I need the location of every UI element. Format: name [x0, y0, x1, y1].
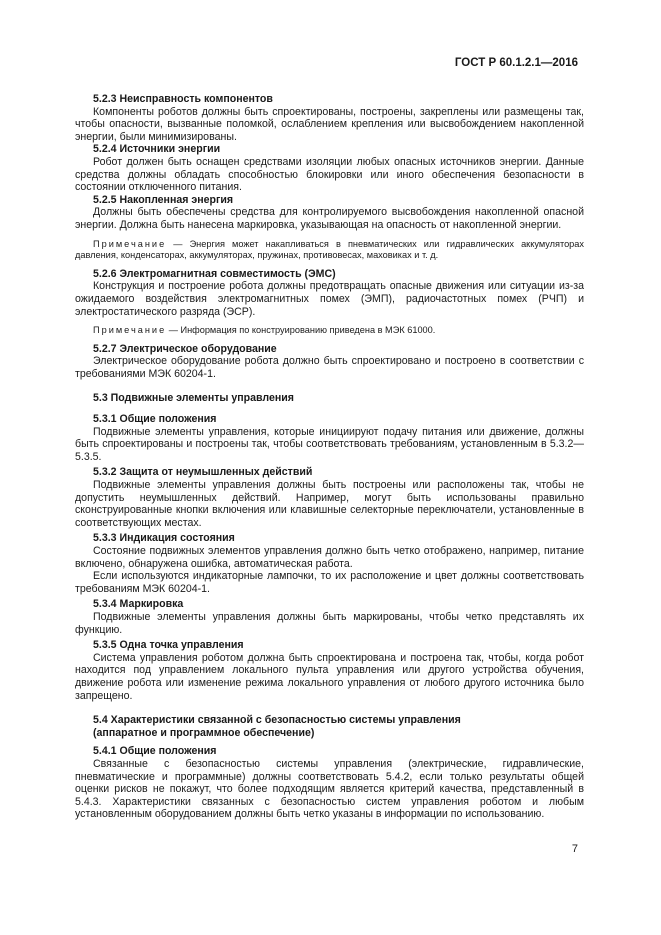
note-label: Примечание	[93, 238, 167, 249]
page-number: 7	[571, 843, 578, 855]
section-5-3-1-text: Подвижные элементы управления, которые инициируют подачу питания или движение, должны быть спроектированы и построены так, чтобы соответствовать требованиям, установленным в 5.3.2—5.3.5.	[75, 425, 584, 463]
note-text: — Информация по конструированию приведена в МЭК 61000.	[166, 325, 436, 336]
section-5-2-4-text: Робот должен быть оснащен средствами изоляции любых опасных источников энергии. Данные средства должны обладать способностью блокировки или иного обеспечения безопасности в состоянии отключенного питания.	[75, 155, 584, 194]
section-5-3-1-title: 5.3.1 Общие положения	[93, 413, 217, 426]
section-5-3-title: 5.3 Подвижные элементы управления	[93, 392, 294, 405]
section-5-3-4-text: Подвижные элементы управления должны быть маркированы, чтобы четко представлять их функцию.	[75, 610, 584, 636]
document-id: ГОСТ Р 60.1.2.1—2016	[454, 57, 578, 69]
section-5-4-title	[75, 714, 584, 739]
note-text: — Энергия может накапливаться в пневматических или гидравлических аккумуляторах давления, конденсаторах, аккумуляторах, пружинах, противовесах, маховиках и т. д.	[75, 238, 584, 261]
section-5-3-4-title: 5.3.4 Маркировка	[93, 598, 184, 611]
section-5-3-2-text: Подвижные элементы управления должны быть построены или расположены так, чтобы не допустить неумышленных действий. Например, могут быть использованы правильно сконструированные кнопки включения или клавишные селекторные переключатели, установленные в соответствующих местах.	[75, 479, 584, 529]
section-5-2-6-note	[75, 325, 584, 337]
section-5-2-7-text: Электрическое оборудование робота должно быть спроектировано и построено в соответствии с требованиями МЭК 60204-1.	[75, 355, 584, 380]
section-5-4-1-text: Связанные с безопасностью системы управления (электрические, гидравлические, пневматические и программные) должны соответствовать 5.4.2, если только результаты общей оценки рисков не покажут, что более подходящим является критерий качества, представленный в 5.4.3. Характеристики связанных с безопасностью систем управления роботом и любым установленным оборудованием должны быть четко указаны в информации по использованию.	[75, 757, 584, 821]
section-5-2-3-text: Компоненты роботов должны быть спроектированы, построены, закреплены или размещены так, чтобы опасности, вызванные поломкой, ослаблением крепления или высвобождением накопленной энергии, были минимизированы.	[75, 105, 584, 143]
section-5-3-3-text-2: Если используются индикаторные лампочки, то их расположение и цвет должны соответствовать требованиям МЭК 60204-1.	[75, 570, 584, 595]
section-5-3-2-title: 5.3.2 Защита от неумышленных действий	[93, 466, 313, 479]
section-5-2-6-title: 5.2.6 Электромагнитная совместимость (ЭМС)	[93, 267, 336, 280]
section-5-3-3-text: Состояние подвижных элементов управления должно быть четко отображено, например, питание включено, обнаружена ошибка, автоматическая работа.	[75, 545, 584, 570]
section-5-2-7-title: 5.2.7 Электрическое оборудование	[93, 342, 277, 355]
document-body	[75, 93, 584, 821]
note-label: Примечание	[93, 325, 167, 336]
section-5-4-1-title: 5.4.1 Общие положения	[93, 745, 217, 758]
section-5-4-title-line2: (аппаратное и программное обеспечение)	[93, 726, 315, 739]
section-5-2-5-note	[75, 239, 584, 262]
section-5-3-5-title: 5.3.5 Одна точка управления	[93, 639, 244, 652]
section-5-2-4-title: 5.2.4 Источники энергии	[93, 143, 221, 156]
section-5-2-6-text: Конструкция и построение робота должны предотвращать опасные движения или ситуации из-за ожидаемого воздействия электромагнитных помех (ЭМП), радиочастотных помех (РЧП) и электростатического разряда (ЭСР).	[75, 280, 584, 318]
section-5-2-3-title: 5.2.3 Неисправность компонентов	[93, 93, 273, 105]
section-5-2-5-text: Должны быть обеспечены средства для контролируемого высвобождения накопленной опасной энергии. Должна быть нанесена маркировка, указывающая на опасность от накопленной энергии.	[75, 206, 584, 231]
section-5-3-5-text: Система управления роботом должна быть спроектирована и построена так, чтобы, когда робот находится под управлением локального пульта управления или другого устройства обучения, движение робота или изменение режима локального управления от любого другого источника было запрещено.	[75, 651, 584, 702]
section-5-4-title-line1: 5.4 Характеристики связанной с безопасностью системы управления	[93, 714, 461, 727]
section-5-3-3-title: 5.3.3 Индикация состояния	[93, 532, 235, 545]
section-5-2-5-title: 5.2.5 Накопленная энергия	[93, 193, 234, 206]
